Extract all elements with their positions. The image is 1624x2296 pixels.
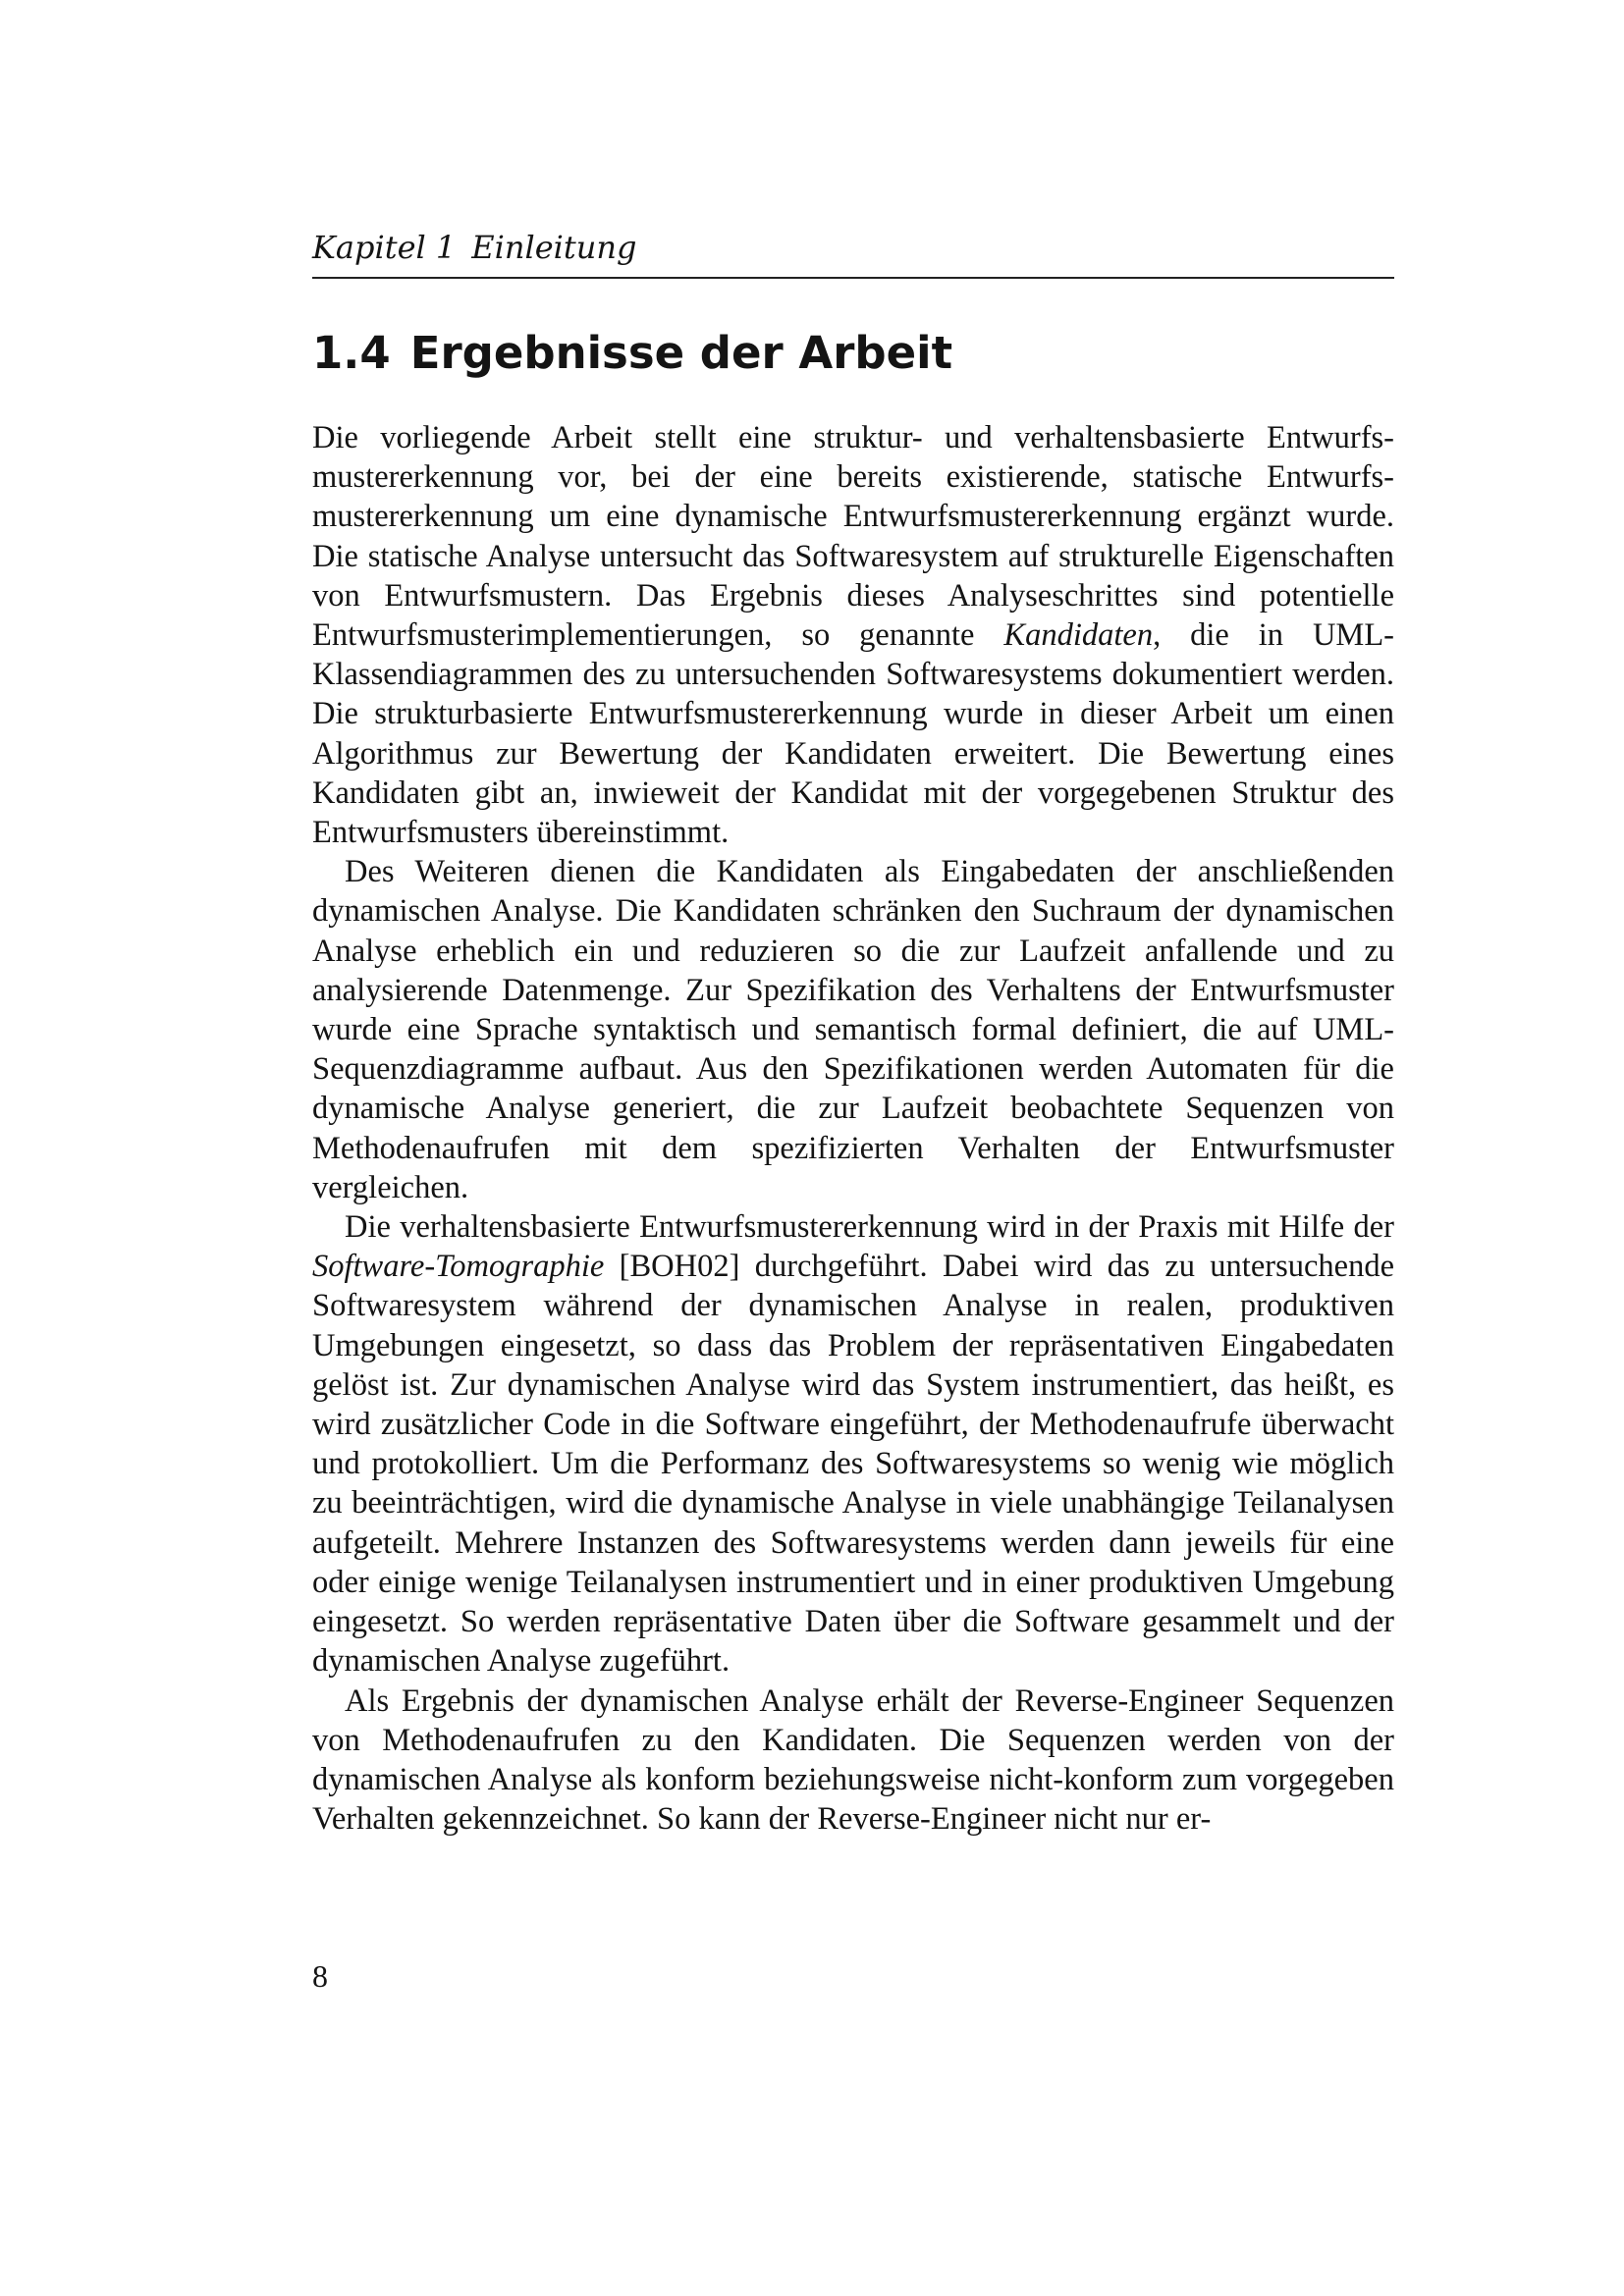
section-number: 1.4	[312, 327, 391, 379]
chapter-label: Kapitel 1	[312, 229, 457, 266]
chapter-name: Einleitung	[471, 229, 637, 266]
text-run: Die verhaltensbasierte Entwurfsmustererkennung wird in der Praxis mit Hilfe der	[345, 1209, 1394, 1246]
paragraph	[312, 852, 1394, 1207]
paragraph	[312, 1682, 1394, 1840]
text-run: Des Weiteren dienen die Kandidaten als Eingabedaten der anschließenden dynamischen Analyse. Die Kandidaten schränken den Suchraum der dynamischen Analyse erheblich ein und reduzieren so die zur Laufzeit anfallende und zu analysierende Datenmenge. Zur Spezifikation des Verhaltens der Entwurfsmuster wurde eine Sprache syntaktisch und semantisch formal definiert, die auf UML-Sequenzdiagramme aufbaut. Aus den Spezifikationen werden Automaten für die dynamische Analyse generiert, die zur Laufzeit beobachtete Sequenzen von Methodenaufrufen mit dem spezifizierten Verhalten der Entwurfsmuster vergleichen.	[312, 854, 1394, 1205]
running-header	[312, 226, 1394, 269]
text-run: [BOH02] durchgeführt. Dabei wird das zu untersuchende Softwaresystem während der dynamischen Analyse in realen, produktiven Umgebungen eingesetzt, so dass das Problem der repräsentativen Eingabedaten gelöst ist. Zur dynamischen Analyse wird das System instrumentiert, das heißt, es wird zusätzlicher Code in die Software eingeführt, der Methodenaufrufe überwacht und protokolliert. Um die Performanz des Softwaresystems so wenig wie möglich zu beeinträchtigen, wird die dynamische Analyse in viele unabhängige Teilanalysen aufgeteilt. Mehrere Instanzen des Softwaresystems werden dann jeweils für eine oder einige wenige Teilanalysen instrumentiert und in einer produktiven Umgebung eingesetzt. So werden repräsentative Daten über die Software gesammelt und der dynamischen Analyse zugeführt.	[312, 1249, 1394, 1680]
emphasis-kandidaten: Kandidaten	[1003, 617, 1154, 654]
paragraph	[312, 418, 1394, 852]
text-run: Als Ergebnis der dynamischen Analyse erhält der Reverse-Engineer Sequenzen von Methodenaufrufen zu den Kandidaten. Die Sequenzen werden von der dynamischen Analyse als konform beziehungsweise nicht-konform zum vorgegeben Verhalten gekennzeichnet. So kann der Reverse-Engineer nicht nur er-	[312, 1682, 1394, 1838]
text-run: Die vorliegende Arbeit stellt eine struktur- und verhaltensbasierte Entwurfsmustererkennung vor, bei der eine bereits existierende, statische Entwurfsmustererkennung um eine dynamische Entwurfsmustererkennung ergänzt wurde. Die statische Analyse untersucht das Softwaresystem auf strukturelle Eigenschaften von Entwurfsmustern. Das Ergebnis dieses Analyseschrittes sind potentielle Entwurfsmusterimplementierungen, so genannte	[312, 420, 1394, 654]
emphasis-software-tomographie: Software-Tomographie	[312, 1249, 605, 1285]
body-text	[312, 418, 1394, 1839]
paragraph	[312, 1207, 1394, 1681]
section-title: Ergebnisse der Arbeit	[409, 327, 953, 379]
section-heading	[312, 324, 1394, 383]
text-run: , die in UML-Klassendiagrammen des zu untersuchenden Softwaresystems dokumentiert werden. Die strukturbasierte Entwurfsmustererkennung wurde in dieser Arbeit um einen Algorithmus zur Bewertung der Kandidaten erweitert. Die Bewertung eines Kandidaten gibt an, inwieweit der Kandidat mit der vorgegebenen Struktur des Entwurfsmusters übereinstimmt.	[312, 617, 1394, 851]
header-rule	[312, 277, 1394, 279]
page-number: 8	[312, 1958, 328, 1994]
